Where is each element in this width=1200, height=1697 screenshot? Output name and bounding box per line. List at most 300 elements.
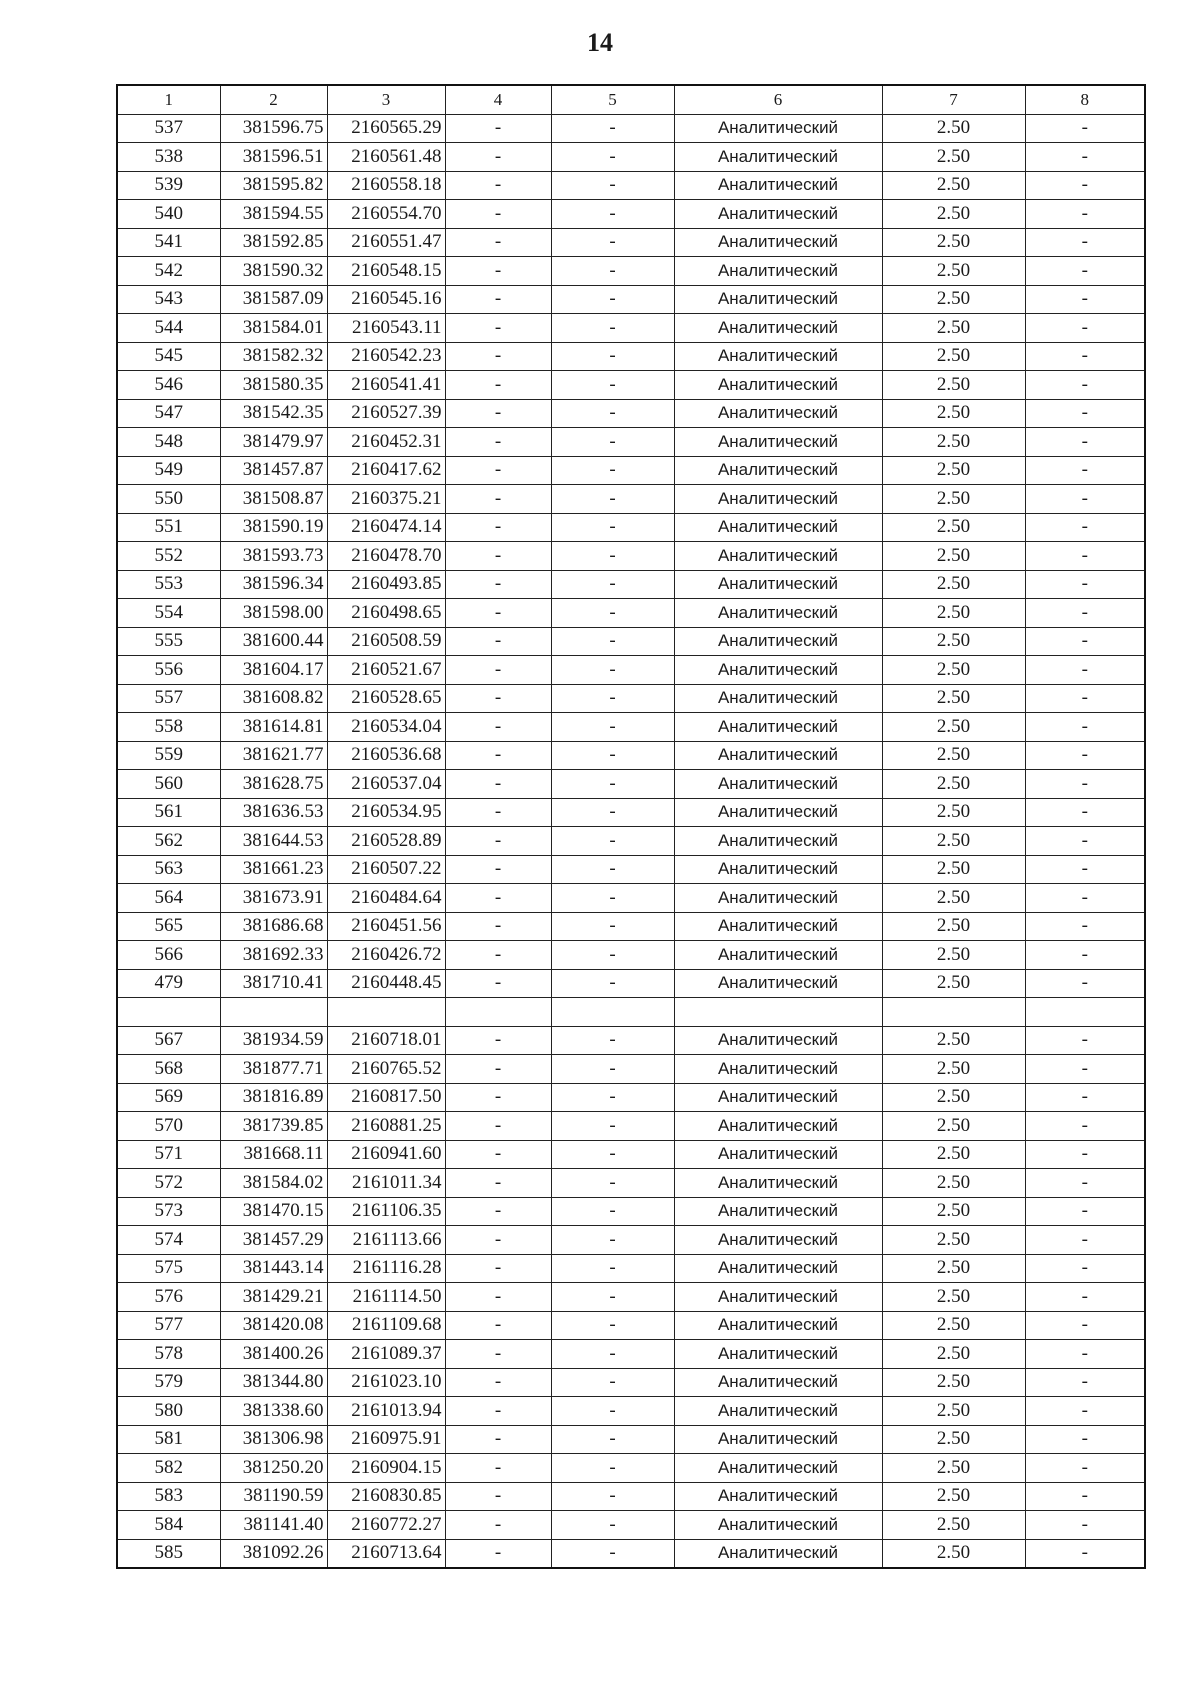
point-number-cell: 579 [117,1368,220,1397]
point-number-cell: 570 [117,1112,220,1141]
table-row [117,171,1145,200]
method-cell: Аналитический [674,257,882,286]
accuracy-cell: 2.50 [882,1169,1025,1198]
x-coordinate-cell: 381661.23 [220,855,327,884]
accuracy-cell: 2.50 [882,855,1025,884]
accuracy-cell: 2.50 [882,627,1025,656]
point-number-cell: 582 [117,1454,220,1483]
method-cell: Аналитический [674,114,882,143]
col5-cell: - [551,599,674,628]
method-cell: Аналитический [674,912,882,941]
point-number-cell: 566 [117,941,220,970]
accuracy-cell: 2.50 [882,570,1025,599]
y-coordinate-cell: 2160941.60 [327,1140,445,1169]
col5-cell: - [551,228,674,257]
point-number-cell: 567 [117,1026,220,1055]
point-number-cell: 560 [117,770,220,799]
y-coordinate-cell: 2160426.72 [327,941,445,970]
point-number-cell: 577 [117,1311,220,1340]
point-number-cell: 545 [117,342,220,371]
y-coordinate-cell: 2160528.89 [327,827,445,856]
col4-cell: - [445,513,551,542]
y-coordinate-cell: 2160537.04 [327,770,445,799]
x-coordinate-cell [220,998,327,1027]
accuracy-cell: 2.50 [882,1425,1025,1454]
col4-cell: - [445,485,551,514]
table-row [117,599,1145,628]
table-row [117,228,1145,257]
point-number-cell: 543 [117,285,220,314]
col8-cell: - [1025,1397,1145,1426]
col4-cell: - [445,1482,551,1511]
col8-cell: - [1025,171,1145,200]
point-number-cell: 537 [117,114,220,143]
col5-cell: - [551,570,674,599]
point-number-cell: 556 [117,656,220,685]
table-row [117,969,1145,998]
col5-cell: - [551,884,674,913]
point-number-cell: 557 [117,684,220,713]
accuracy-cell: 2.50 [882,1454,1025,1483]
col5-cell: - [551,1539,674,1568]
point-number-cell: 564 [117,884,220,913]
x-coordinate-cell: 381443.14 [220,1254,327,1283]
accuracy-cell: 2.50 [882,1340,1025,1369]
table-row [117,143,1145,172]
accuracy-cell: 2.50 [882,599,1025,628]
y-coordinate-cell: 2160975.91 [327,1425,445,1454]
col8-cell: - [1025,741,1145,770]
point-number-cell: 568 [117,1055,220,1084]
col5-cell: - [551,1112,674,1141]
table-row [117,371,1145,400]
col5-cell: - [551,1169,674,1198]
point-number-cell: 583 [117,1482,220,1511]
col4-cell: - [445,941,551,970]
table-row [117,1311,1145,1340]
method-cell: Аналитический [674,855,882,884]
method-cell: Аналитический [674,798,882,827]
col4-cell: - [445,171,551,200]
col8-cell: - [1025,1539,1145,1568]
x-coordinate-cell: 381479.97 [220,428,327,457]
y-coordinate-cell: 2160765.52 [327,1055,445,1084]
y-coordinate-cell: 2161013.94 [327,1397,445,1426]
x-coordinate-cell: 381686.68 [220,912,327,941]
col5-cell: - [551,1140,674,1169]
col5-cell: - [551,855,674,884]
col4-cell: - [445,570,551,599]
col8-cell: - [1025,1368,1145,1397]
point-number-cell [117,998,220,1027]
table-row [117,798,1145,827]
point-number-cell: 565 [117,912,220,941]
col5-cell: - [551,399,674,428]
col4-cell: - [445,257,551,286]
table-row [117,713,1145,742]
x-coordinate-cell: 381429.21 [220,1283,327,1312]
col5-cell: - [551,1425,674,1454]
col5-cell [551,998,674,1027]
col4-cell: - [445,285,551,314]
accuracy-cell: 2.50 [882,257,1025,286]
table-row [117,912,1145,941]
col4-cell: - [445,228,551,257]
col5-cell: - [551,143,674,172]
y-coordinate-cell [327,998,445,1027]
y-coordinate-cell: 2160493.85 [327,570,445,599]
point-number-cell: 580 [117,1397,220,1426]
col8-cell: - [1025,513,1145,542]
table-row [117,741,1145,770]
y-coordinate-cell: 2161116.28 [327,1254,445,1283]
col5-cell: - [551,285,674,314]
method-cell: Аналитический [674,228,882,257]
col5-cell: - [551,941,674,970]
accuracy-cell: 2.50 [882,1482,1025,1511]
accuracy-cell: 2.50 [882,371,1025,400]
y-coordinate-cell: 2160498.65 [327,599,445,628]
x-coordinate-cell: 381604.17 [220,656,327,685]
col8-cell: - [1025,770,1145,799]
col8-cell: - [1025,855,1145,884]
col4-cell: - [445,342,551,371]
accuracy-cell: 2.50 [882,285,1025,314]
point-number-cell: 563 [117,855,220,884]
accuracy-cell: 2.50 [882,513,1025,542]
col8-cell: - [1025,1055,1145,1084]
table-row [117,627,1145,656]
y-coordinate-cell: 2160565.29 [327,114,445,143]
col5-cell: - [551,171,674,200]
col8-cell: - [1025,428,1145,457]
method-cell: Аналитический [674,1340,882,1369]
col8-cell: - [1025,798,1145,827]
y-coordinate-cell: 2160772.27 [327,1511,445,1540]
x-coordinate-cell: 381600.44 [220,627,327,656]
column-header: 1 [117,85,220,114]
x-coordinate-cell: 381141.40 [220,1511,327,1540]
accuracy-cell: 2.50 [882,1226,1025,1255]
column-header: 5 [551,85,674,114]
table-row [117,1254,1145,1283]
x-coordinate-cell: 381092.26 [220,1539,327,1568]
method-cell: Аналитический [674,1482,882,1511]
method-cell: Аналитический [674,1226,882,1255]
col8-cell: - [1025,1254,1145,1283]
col8-cell: - [1025,542,1145,571]
col8-cell: - [1025,912,1145,941]
point-number-cell: 574 [117,1226,220,1255]
x-coordinate-cell: 381710.41 [220,969,327,998]
y-coordinate-cell: 2161113.66 [327,1226,445,1255]
method-cell: Аналитический [674,599,882,628]
table-row [117,1083,1145,1112]
table-row [117,1511,1145,1540]
accuracy-cell: 2.50 [882,1311,1025,1340]
table-row [117,855,1145,884]
method-cell: Аналитический [674,1454,882,1483]
col4-cell: - [445,200,551,229]
col4-cell: - [445,1454,551,1483]
table-row [117,827,1145,856]
y-coordinate-cell: 2160542.23 [327,342,445,371]
x-coordinate-cell: 381344.80 [220,1368,327,1397]
y-coordinate-cell: 2160527.39 [327,399,445,428]
y-coordinate-cell: 2160484.64 [327,884,445,913]
x-coordinate-cell: 381584.02 [220,1169,327,1198]
col5-cell: - [551,741,674,770]
table-row [117,513,1145,542]
col5-cell: - [551,798,674,827]
method-cell: Аналитический [674,1425,882,1454]
table-row [117,1539,1145,1568]
col5-cell: - [551,1197,674,1226]
table-row [117,1425,1145,1454]
table-row [117,656,1145,685]
accuracy-cell: 2.50 [882,969,1025,998]
point-number-cell: 552 [117,542,220,571]
col4-cell: - [445,1169,551,1198]
table-row [117,1283,1145,1312]
point-number-cell: 547 [117,399,220,428]
table-row [117,399,1145,428]
col5-cell: - [551,1397,674,1426]
x-coordinate-cell: 381592.85 [220,228,327,257]
y-coordinate-cell: 2161011.34 [327,1169,445,1198]
method-cell: Аналитический [674,1112,882,1141]
accuracy-cell: 2.50 [882,770,1025,799]
col8-cell: - [1025,656,1145,685]
point-number-cell: 555 [117,627,220,656]
col4-cell: - [445,713,551,742]
x-coordinate-cell: 381400.26 [220,1340,327,1369]
col5-cell: - [551,770,674,799]
method-cell: Аналитический [674,1026,882,1055]
accuracy-cell: 2.50 [882,912,1025,941]
col4-cell: - [445,827,551,856]
method-cell: Аналитический [674,285,882,314]
point-number-cell: 479 [117,969,220,998]
x-coordinate-cell: 381508.87 [220,485,327,514]
y-coordinate-cell: 2160451.56 [327,912,445,941]
point-number-cell: 573 [117,1197,220,1226]
col8-cell: - [1025,228,1145,257]
method-cell: Аналитический [674,884,882,913]
method-cell: Аналитический [674,713,882,742]
col5-cell: - [551,912,674,941]
page-number: 14 [587,28,613,57]
col5-cell: - [551,969,674,998]
col4-cell: - [445,1026,551,1055]
x-coordinate-cell: 381598.00 [220,599,327,628]
col8-cell: - [1025,684,1145,713]
point-number-cell: 541 [117,228,220,257]
x-coordinate-cell: 381816.89 [220,1083,327,1112]
x-coordinate-cell: 381596.75 [220,114,327,143]
accuracy-cell: 2.50 [882,428,1025,457]
col4-cell: - [445,114,551,143]
accuracy-cell: 2.50 [882,1112,1025,1141]
col4-cell: - [445,1055,551,1084]
col8-cell: - [1025,1112,1145,1141]
y-coordinate-cell: 2160474.14 [327,513,445,542]
table-row [117,998,1145,1027]
column-header: 2 [220,85,327,114]
col4-cell: - [445,143,551,172]
y-coordinate-cell: 2160904.15 [327,1454,445,1483]
method-cell: Аналитический [674,1083,882,1112]
col5-cell: - [551,713,674,742]
table-row [117,285,1145,314]
point-number-cell: 571 [117,1140,220,1169]
y-coordinate-cell: 2160452.31 [327,428,445,457]
method-cell: Аналитический [674,969,882,998]
y-coordinate-cell: 2160417.62 [327,456,445,485]
y-coordinate-cell: 2160545.16 [327,285,445,314]
method-cell: Аналитический [674,1197,882,1226]
table-row [117,1140,1145,1169]
table-row [117,342,1145,371]
x-coordinate-cell: 381668.11 [220,1140,327,1169]
method-cell: Аналитический [674,1539,882,1568]
col8-cell: - [1025,1454,1145,1483]
accuracy-cell: 2.50 [882,114,1025,143]
x-coordinate-cell: 381470.15 [220,1197,327,1226]
x-coordinate-cell: 381596.51 [220,143,327,172]
x-coordinate-cell: 381636.53 [220,798,327,827]
col5-cell: - [551,1311,674,1340]
col8-cell: - [1025,114,1145,143]
table-header-row [117,85,1145,114]
point-number-cell: 538 [117,143,220,172]
col4-cell: - [445,456,551,485]
col4-cell: - [445,1197,551,1226]
x-coordinate-cell: 381580.35 [220,371,327,400]
method-cell: Аналитический [674,656,882,685]
table-row [117,456,1145,485]
method-cell: Аналитический [674,1055,882,1084]
col8-cell: - [1025,1169,1145,1198]
col8-cell: - [1025,1226,1145,1255]
col5-cell: - [551,827,674,856]
accuracy-cell: 2.50 [882,1368,1025,1397]
x-coordinate-cell: 381673.91 [220,884,327,913]
point-number-cell: 553 [117,570,220,599]
y-coordinate-cell: 2161106.35 [327,1197,445,1226]
col5-cell: - [551,371,674,400]
table-row [117,428,1145,457]
col4-cell: - [445,969,551,998]
column-header: 6 [674,85,882,114]
y-coordinate-cell: 2160554.70 [327,200,445,229]
accuracy-cell: 2.50 [882,1283,1025,1312]
col4-cell: - [445,912,551,941]
accuracy-cell: 2.50 [882,1397,1025,1426]
col5-cell: - [551,1026,674,1055]
method-cell: Аналитический [674,1169,882,1198]
accuracy-cell: 2.50 [882,485,1025,514]
y-coordinate-cell: 2160830.85 [327,1482,445,1511]
col8-cell: - [1025,1197,1145,1226]
column-header: 3 [327,85,445,114]
accuracy-cell: 2.50 [882,1055,1025,1084]
col8-cell: - [1025,285,1145,314]
col4-cell: - [445,1112,551,1141]
method-cell: Аналитический [674,741,882,770]
x-coordinate-cell: 381593.73 [220,542,327,571]
col4-cell: - [445,1340,551,1369]
accuracy-cell: 2.50 [882,798,1025,827]
table-row [117,1454,1145,1483]
col8-cell: - [1025,1425,1145,1454]
col4-cell: - [445,399,551,428]
y-coordinate-cell: 2160508.59 [327,627,445,656]
x-coordinate-cell: 381934.59 [220,1026,327,1055]
col4-cell: - [445,656,551,685]
col5-cell: - [551,627,674,656]
y-coordinate-cell: 2160375.21 [327,485,445,514]
col8-cell: - [1025,1083,1145,1112]
x-coordinate-cell: 381644.53 [220,827,327,856]
point-number-cell: 578 [117,1340,220,1369]
point-number-cell: 558 [117,713,220,742]
col8-cell: - [1025,1511,1145,1540]
y-coordinate-cell: 2160558.18 [327,171,445,200]
y-coordinate-cell: 2160561.48 [327,143,445,172]
point-number-cell: 569 [117,1083,220,1112]
col5-cell: - [551,1454,674,1483]
col5-cell: - [551,656,674,685]
table-row [117,884,1145,913]
method-cell: Аналитический [674,1283,882,1312]
table-row [117,1340,1145,1369]
point-number-cell: 585 [117,1539,220,1568]
accuracy-cell: 2.50 [882,228,1025,257]
method-cell: Аналитический [674,570,882,599]
col5-cell: - [551,342,674,371]
col4-cell: - [445,1140,551,1169]
accuracy-cell: 2.50 [882,713,1025,742]
accuracy-cell: 2.50 [882,1140,1025,1169]
col5-cell: - [551,428,674,457]
table-row [117,1482,1145,1511]
y-coordinate-cell: 2160507.22 [327,855,445,884]
table-row [117,684,1145,713]
x-coordinate-cell: 381739.85 [220,1112,327,1141]
x-coordinate-cell: 381250.20 [220,1454,327,1483]
point-number-cell: 542 [117,257,220,286]
y-coordinate-cell: 2160817.50 [327,1083,445,1112]
table-row [117,1112,1145,1141]
y-coordinate-cell: 2160718.01 [327,1026,445,1055]
accuracy-cell: 2.50 [882,314,1025,343]
col8-cell: - [1025,713,1145,742]
point-number-cell: 584 [117,1511,220,1540]
col8-cell: - [1025,371,1145,400]
method-cell: Аналитический [674,200,882,229]
col5-cell: - [551,542,674,571]
coordinates-table [116,84,1146,1569]
accuracy-cell: 2.50 [882,456,1025,485]
point-number-cell: 554 [117,599,220,628]
accuracy-cell: 2.50 [882,542,1025,571]
table-row [117,1397,1145,1426]
accuracy-cell: 2.50 [882,656,1025,685]
accuracy-cell: 2.50 [882,342,1025,371]
method-cell: Аналитический [674,513,882,542]
col8-cell: - [1025,1340,1145,1369]
